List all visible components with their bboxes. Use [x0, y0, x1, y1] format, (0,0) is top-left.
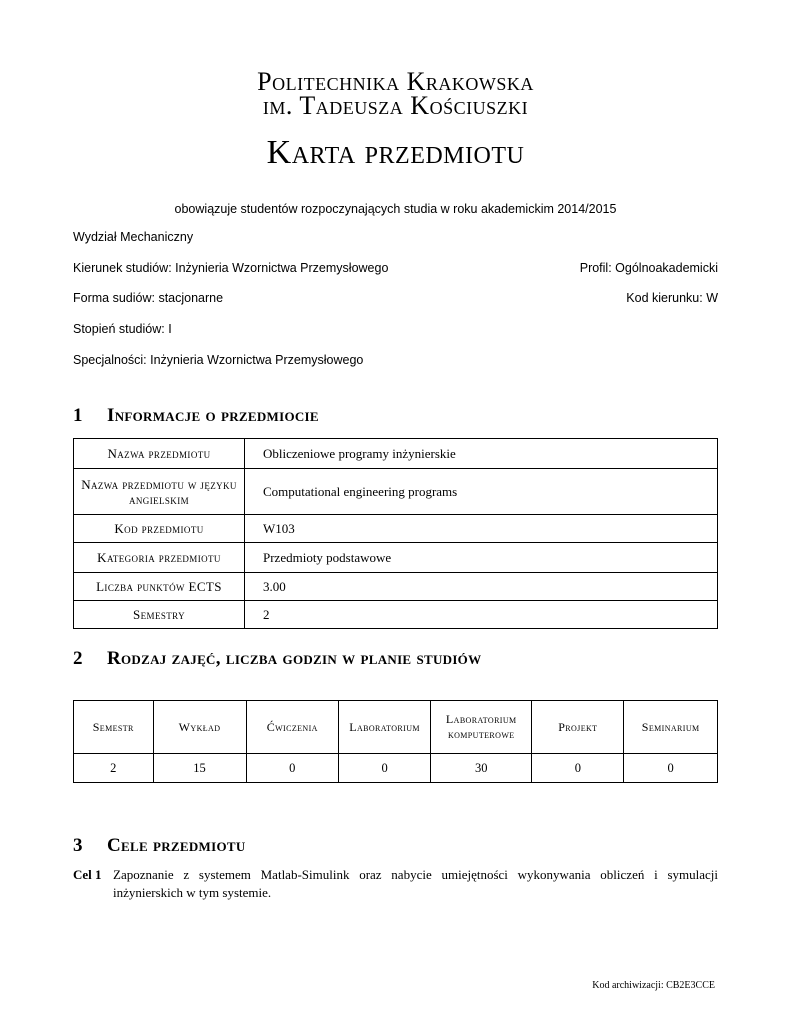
- column-header: Projekt: [532, 701, 624, 754]
- field-code: Kod kierunku: W: [626, 291, 718, 305]
- page-title: Karta przedmiotu: [266, 134, 525, 171]
- column-header: Wykład: [153, 701, 246, 754]
- section-1-heading: [73, 405, 319, 427]
- table-cell: 0: [246, 754, 338, 783]
- table-row: [74, 543, 718, 573]
- column-header: Laboratorium: [338, 701, 430, 754]
- row-value: 2: [245, 601, 718, 629]
- specialty: Specjalności: Inżynieria Wzornictwa Przemysłowego: [73, 353, 364, 367]
- section-number: 2: [73, 648, 83, 669]
- row-label: Semestry: [74, 601, 245, 629]
- column-header: Laboratorium komputerowe: [431, 701, 532, 754]
- university-line-2: im. Tadeusza Kościuszki: [262, 91, 529, 120]
- section-3-heading: [73, 835, 246, 857]
- section-number: 3: [73, 835, 83, 856]
- profile: Profil: Ogólnoakademicki: [579, 261, 718, 275]
- field-of-study: Kierunek studiów: Inżynieria Wzornictwa Przemysłowego: [73, 261, 389, 275]
- row-label: Kategoria przedmiotu: [74, 543, 245, 573]
- section-title: Rodzaj zajęć, liczba godzin w planie studiów: [107, 648, 482, 669]
- goal-item: [73, 866, 718, 902]
- table-row: [74, 439, 718, 469]
- table-row: [74, 469, 718, 515]
- university-name: [0, 67, 791, 120]
- row-label: Nazwa przedmiotu w języku angielskim: [74, 469, 245, 515]
- course-info-table: [73, 438, 718, 629]
- table-row: [74, 515, 718, 543]
- table-cell: 15: [153, 754, 246, 783]
- row-value: Computational engineering programs: [245, 469, 718, 515]
- table-row: [74, 754, 718, 783]
- column-header: Semestr: [74, 701, 154, 754]
- section-title: Informacje o przedmiocie: [107, 405, 319, 426]
- row-value: Obliczeniowe programy inżynierskie: [245, 439, 718, 469]
- table-row: [74, 573, 718, 601]
- faculty: Wydział Mechaniczny: [73, 230, 194, 244]
- row-value: W103: [245, 515, 718, 543]
- row-value: Przedmioty podstawowe: [245, 543, 718, 573]
- goal-label: Cel 1: [73, 867, 102, 882]
- section-title: Cele przedmiotu: [107, 835, 246, 856]
- table-cell: 0: [338, 754, 430, 783]
- table-cell: 0: [532, 754, 624, 783]
- row-value: 3.00: [245, 573, 718, 601]
- validity-note: obowiązuje studentów rozpoczynających studia w roku akademickim 2014/2015: [174, 202, 617, 216]
- goal-text: Zapoznanie z systemem Matlab-Simulink oraz nabycie umiejętności wykonywania obliczeń i symulacji inżynierskich w tym systemie.: [113, 867, 718, 900]
- table-header-row: [74, 701, 718, 754]
- table-row: [74, 601, 718, 629]
- column-header: Seminarium: [624, 701, 718, 754]
- row-label: Kod przedmiotu: [74, 515, 245, 543]
- study-form: Forma sudiów: stacjonarne: [73, 291, 224, 305]
- section-2-heading: [73, 648, 481, 670]
- table-cell: 0: [624, 754, 718, 783]
- university-line-1: Politechnika Krakowska: [257, 67, 534, 96]
- hours-table: [73, 700, 718, 783]
- table-cell: 30: [431, 754, 532, 783]
- row-label: Liczba punktów ECTS: [74, 573, 245, 601]
- study-degree: Stopień studiów: I: [73, 322, 172, 336]
- table-cell: 2: [74, 754, 154, 783]
- column-header: Ćwiczenia: [246, 701, 338, 754]
- archive-code: Kod archiwizacji: CB2E3CCE: [592, 980, 715, 991]
- section-number: 1: [73, 405, 83, 426]
- row-label: Nazwa przedmiotu: [74, 439, 245, 469]
